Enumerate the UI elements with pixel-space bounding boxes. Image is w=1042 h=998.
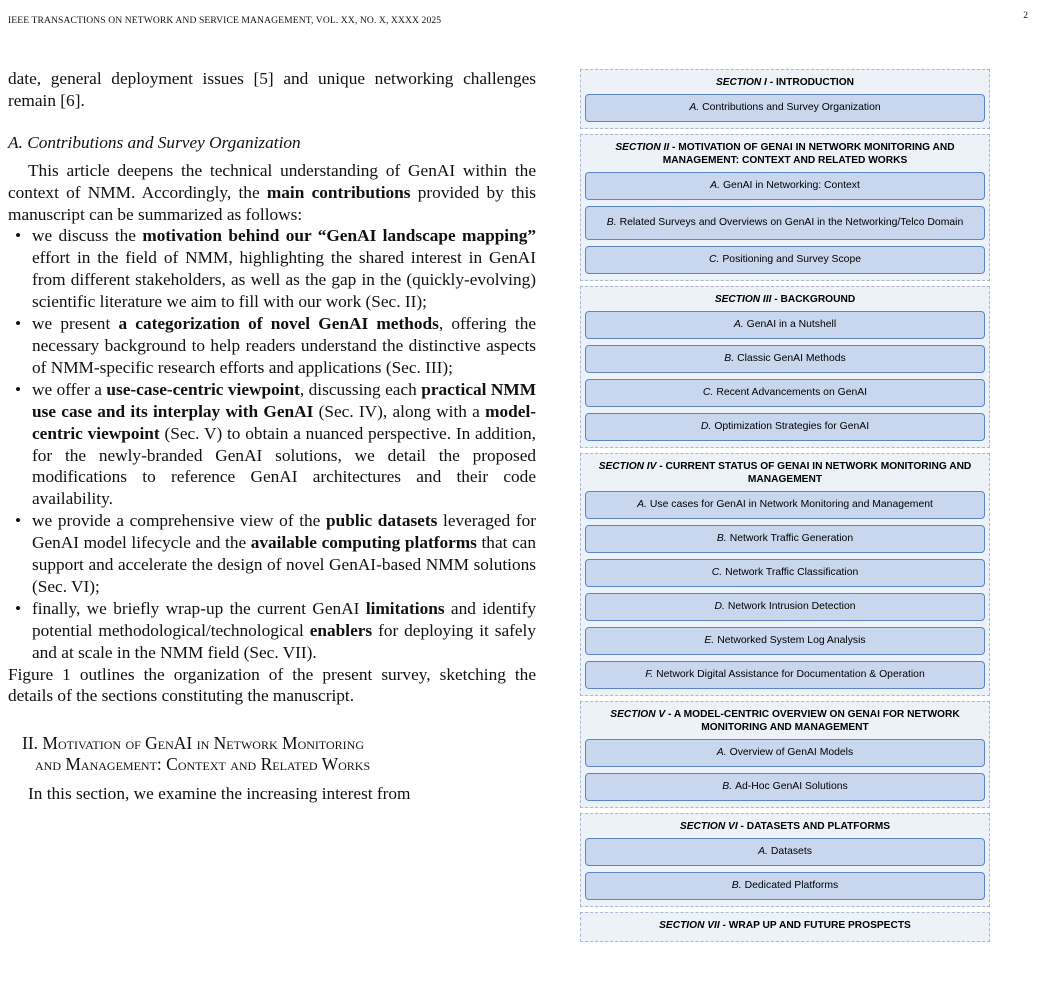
contributions-list [8,225,536,663]
subsection-text [732,880,838,893]
subsection-title: Classic GenAI Methods [737,352,846,364]
section-label: SECTION IV [598,461,657,472]
figure-subsection-box [585,172,985,200]
subsection-letter: C. [708,253,720,265]
section-label: SECTION I [715,77,767,88]
figure-section-box [580,134,990,281]
figure-subsection-box [585,206,985,240]
subsection-title: Ad-Hoc GenAI Solutions [735,780,848,792]
contribution-item [32,225,536,313]
body-text: that can support and accelerate the design of novel GenAI-based NMM solutions (Sec. VI); [32,533,536,596]
figure-section-title [585,74,985,92]
contributions-intro [8,160,536,226]
subsection-letter: A. [758,845,768,857]
section-label: SECTION III [714,294,772,305]
body-text: we offer a [32,379,107,399]
figure-subsection-box [585,838,985,866]
figure-subsection-box [585,525,985,553]
contribution-item [32,313,536,379]
page-number: 2 [1023,10,1028,21]
subsection-title: Dedicated Platforms [744,879,839,891]
figure-section-title [585,818,985,836]
subsection-text [724,353,845,366]
subsection-text [722,781,847,794]
subsection-title: Optimization Strategies for GenAI [714,420,870,432]
subsection-text [704,635,865,648]
section-label: SECTION VII [659,920,720,931]
intro-text-post: provided by this manuscript can be summarized as follows: [8,182,537,224]
subsection-text [712,567,859,580]
subsection-text [645,669,924,682]
subsection-title: Network Intrusion Detection [727,600,856,612]
section-title-text: - CURRENT STATUS OF GENAI IN NETWORK MONITORING AND MANAGEMENT [656,461,972,485]
subsection-text [717,747,853,760]
subsection-letter: C. [702,386,714,398]
section-intro: In this section, we examine the increasing interest from [28,784,411,804]
section-title-text: - BACKGROUND [771,294,856,305]
subsection-text [607,217,963,230]
subsection-text [703,387,867,400]
subsection-text [709,254,861,267]
section-title-text: - DATASETS AND PLATFORMS [737,821,891,832]
figure-section-box [580,701,990,808]
subsection-title: Related Surveys and Overviews on GenAI in the Networking/Telco Domain [619,216,964,228]
subsection-text [717,533,853,546]
emphasis-text: use-case-centric viewpoint [106,379,300,399]
section-title-text: - WRAP UP AND FUTURE PROSPECTS [719,920,911,931]
emphasis-text: public datasets [326,511,438,531]
contribution-item [32,598,536,664]
figure-subsection-box [585,311,985,339]
subsection-text [714,601,855,614]
figure-subsection-box [585,246,985,274]
continuation-paragraph: date, general deployment issues [5] and unique networking challenges remain [6]. [8,69,536,110]
figure-section-title [585,139,985,170]
survey-organization-figure [580,69,990,947]
subsection-title: Network Traffic Classification [725,566,859,578]
figure-section-box [580,286,990,448]
subsection-title: Use cases for GenAI in Network Monitoring and Management [649,498,933,510]
intro-text-pre: This article deepens the technical understanding of GenAI within the context of NMM. Accordingly, the [8,160,536,202]
subsection-letter: A. [733,318,744,330]
figure-subsection-box [585,593,985,621]
figure-subsection-box [585,345,985,373]
figure-subsection-box [585,379,985,407]
body-text: finally, we briefly wrap-up the current GenAI [32,598,366,618]
emphasis-text: motivation behind our “GenAI landscape mapping” [142,226,537,246]
subsection-text [734,319,836,332]
figure-subsection-box [585,627,985,655]
section-heading [22,733,536,775]
figure-subsection-box [585,94,985,122]
subsection-heading: A. Contributions and Survey Organization [8,132,301,152]
subsection-title: Recent Advancements on GenAI [716,386,868,398]
figure-subsection-box [585,413,985,441]
body-text: and identify potential methodological/technological [32,598,537,640]
section-heading-line2: and Management: Context and Related Works [35,754,371,775]
figure-subsection-box [585,661,985,689]
left-column [8,68,536,805]
subsection-letter: A. [637,498,647,510]
figure-section-box [580,912,990,942]
figure-section-box [580,69,990,129]
body-text: effort in the field of NMM, highlighting the shared interest in GenAI from different stakeholders, as well as the gap in the (quickly-evolving) scientific literature we aim to fill with our work (Sec. II); [32,248,536,312]
subsection-title: Networked System Log Analysis [717,634,866,646]
subsection-letter: B. [606,216,617,228]
emphasis-text: limitations [365,598,445,618]
subsection-title: Overview of GenAI Models [729,746,854,758]
subsection-letter: B. [731,879,742,891]
body-text: (Sec. IV), along with a [313,401,486,421]
subsection-title: Datasets [770,845,812,857]
subsection-letter: A. [716,746,727,758]
body-text: , offering the necessary background to help readers understand the distinctive aspects of NMM-specific research efforts and applications (Sec. III); [32,314,537,377]
figure-subsection-box [585,872,985,900]
subsection-letter: C. [711,566,723,578]
subsection-letter: B. [724,352,735,364]
subsection-letter: B. [716,532,727,544]
figure-section-title [585,291,985,309]
journal-title: IEEE TRANSACTIONS ON NETWORK AND SERVICE MANAGEMENT, VOL. XX, NO. X, XXXX 2025 [8,15,442,26]
subsection-letter: F. [645,668,654,680]
body-text: for deploying it safely and at scale in the NMM field (Sec. VII). [32,620,536,662]
subsection-title: Contributions and Survey Organization [702,101,881,113]
subsection-title: GenAI in Networking: Context [722,179,860,191]
subsection-letter: B. [722,780,733,792]
section-label: SECTION V [610,709,666,720]
body-text: we provide a comprehensive view of the [32,511,327,531]
subsection-text [710,180,860,193]
subsection-text [637,499,933,512]
emphasis-text: a categorization of novel GenAI methods [118,314,439,334]
contribution-item [32,510,536,598]
emphasis-text: enablers [309,620,373,640]
section-label: SECTION VI [679,821,738,832]
section-heading-line1: II. Motivation of GenAI in Network Monitoring [22,733,365,754]
subsection-letter: D. [714,600,725,612]
body-text: , discussing each [299,379,422,399]
section-title-text: - A MODEL-CENTRIC OVERVIEW ON GENAI FOR NETWORK MONITORING AND MANAGEMENT [665,709,960,733]
subsection-title: Network Digital Assistance for Documentation & Operation [656,668,925,680]
figure-subsection-box [585,491,985,519]
body-text: we present [32,314,119,334]
body-text: (Sec. V) to obtain a nuanced perspective. In addition, for the newly-branded GenAI solutions, we detail the proposed modifications to reference GenAI architectures and their code availability. [32,423,536,509]
emphasis-text: model-centric viewpoint [32,401,537,443]
subsection-letter: D. [700,420,712,432]
figure-subsection-box [585,559,985,587]
intro-bold: main contributions [266,182,411,202]
subsection-letter: A. [689,101,700,113]
figure-subsection-box [585,739,985,767]
figure-subsection-box [585,773,985,801]
subsection-text [758,846,812,859]
subsection-text [689,102,880,115]
body-text: we discuss the [32,226,143,246]
figure-section-title [585,706,985,737]
running-header [8,10,1028,24]
figure-section-title [585,917,985,935]
subsection-letter: A. [710,179,720,191]
figure-reference-paragraph: Figure 1 outlines the organization of the present survey, sketching the details of the sections constituting the manuscript. [8,664,536,706]
subsection-title: Network Traffic Generation [729,532,854,544]
emphasis-text: practical NMM use case and its interplay with GenAI [32,379,536,421]
section-title-text: - INTRODUCTION [766,77,855,88]
section-title-text: - MOTIVATION OF GENAI IN NETWORK MONITORING AND MANAGEMENT: CONTEXT AND RELATED WORKS [662,142,955,166]
figure-section-box [580,453,990,696]
body-text: leveraged for GenAI model lifecycle and the [32,511,536,553]
contribution-item [32,379,536,510]
subsection-title: Positioning and Survey Scope [722,253,862,265]
subsection-title: GenAI in a Nutshell [746,318,837,330]
figure-section-title [585,458,985,489]
subsection-letter: E. [704,634,715,646]
section-label: SECTION II [615,142,670,153]
emphasis-text: available computing platforms [250,533,477,553]
figure-section-box [580,813,990,907]
subsection-text [701,421,869,434]
